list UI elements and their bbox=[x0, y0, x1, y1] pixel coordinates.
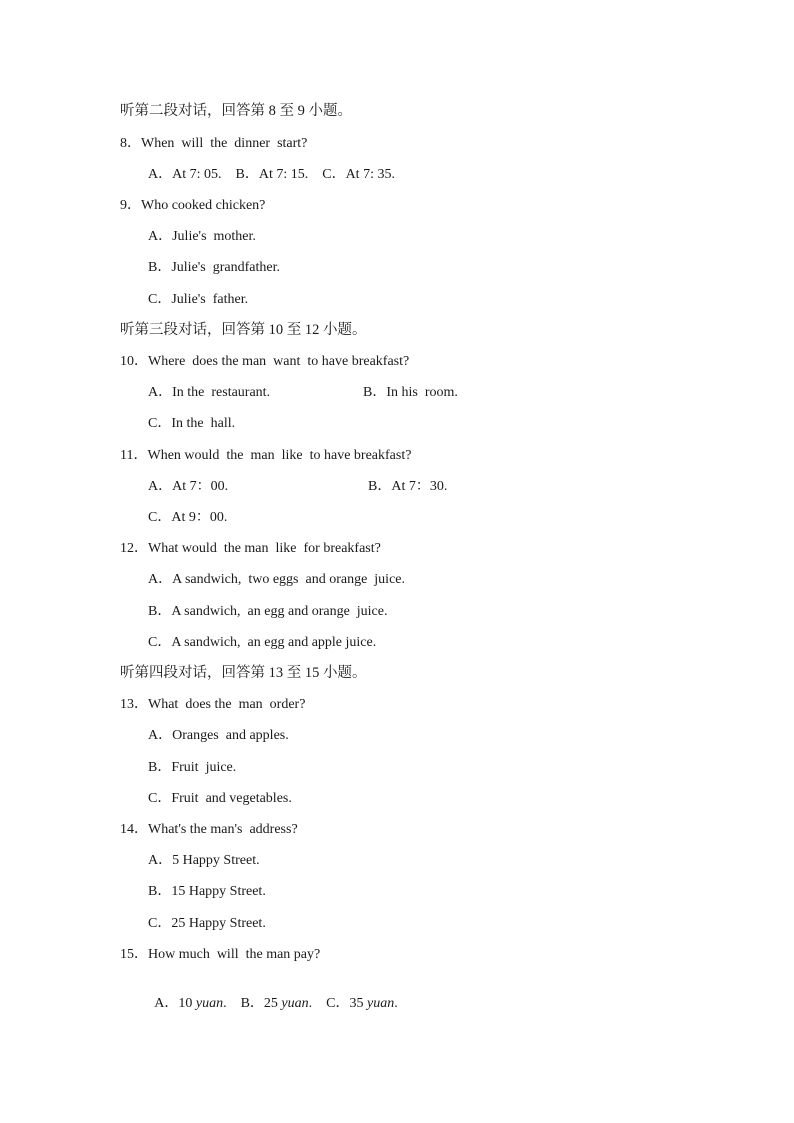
question-12-option-c: C．A sandwich, an egg and apple juice. bbox=[148, 635, 377, 650]
question-10-option-a: A．In the restaurant. bbox=[148, 385, 271, 400]
question-11-option-b: B．At 7：30. bbox=[368, 479, 448, 494]
question-10: 10．Where does the man want to have breakfast? bbox=[120, 354, 410, 369]
question-9-option-c: C．Julie's father. bbox=[148, 292, 249, 307]
question-11: 11．When would the man like to have breakfast? bbox=[120, 448, 412, 463]
question-15-option-c-period: . bbox=[394, 996, 398, 1011]
question-14: 14．What's the man's address? bbox=[120, 822, 298, 837]
question-13-option-a: A．Oranges and apples. bbox=[148, 728, 289, 743]
question-15-options bbox=[148, 977, 398, 1013]
question-13-option-b: B．Fruit juice. bbox=[148, 760, 237, 775]
section-2-heading: 听第二段对话，回答第 8 至 9 小题。 bbox=[120, 103, 352, 119]
question-14-option-a: A．5 Happy Street. bbox=[148, 853, 260, 868]
question-15-option-b-unit: yuan bbox=[281, 996, 309, 1011]
question-9-option-b: B．Julie's grandfather. bbox=[148, 260, 280, 275]
question-10-option-c: C．In the hall. bbox=[148, 416, 236, 431]
question-8: 8．When will the dinner start? bbox=[120, 136, 308, 151]
question-15-option-b-number: B．25 bbox=[240, 996, 282, 1011]
question-12: 12．What would the man like for breakfast? bbox=[120, 541, 381, 556]
question-9-option-a: A．Julie's mother. bbox=[148, 229, 256, 244]
question-15-option-a-unit: yuan bbox=[195, 996, 224, 1011]
question-15-option-a-number: A．10 bbox=[154, 996, 196, 1011]
question-15-option-c-unit: yuan bbox=[366, 996, 395, 1011]
question-15-option-b-period: . bbox=[308, 996, 327, 1011]
question-15-option-a-period: . bbox=[223, 996, 241, 1011]
question-13: 13．What does the man order? bbox=[120, 697, 306, 712]
question-10-option-b: B．In his room. bbox=[363, 385, 458, 400]
question-11-option-a: A．At 7：00. bbox=[148, 479, 229, 494]
question-9: 9．Who cooked chicken? bbox=[120, 198, 266, 213]
section-3-heading: 听第三段对话，回答第 10 至 12 小题。 bbox=[120, 322, 367, 338]
question-11-option-c: C．At 9：00. bbox=[148, 510, 228, 525]
section-4-heading: 听第四段对话，回答第 13 至 15 小题。 bbox=[120, 665, 367, 681]
question-12-option-b: B．A sandwich, an egg and orange juice. bbox=[148, 604, 388, 619]
question-8-options: A．At 7: 05. B．At 7: 15. C．At 7: 35. bbox=[148, 167, 395, 182]
question-13-option-c: C．Fruit and vegetables. bbox=[148, 791, 292, 806]
question-14-option-c: C．25 Happy Street. bbox=[148, 916, 266, 931]
question-15: 15．How much will the man pay? bbox=[120, 947, 321, 962]
question-14-option-b: B．15 Happy Street. bbox=[148, 884, 266, 899]
question-12-option-a: A．A sandwich, two eggs and orange juice. bbox=[148, 572, 405, 587]
question-15-option-c-number: C．35 bbox=[326, 996, 367, 1011]
